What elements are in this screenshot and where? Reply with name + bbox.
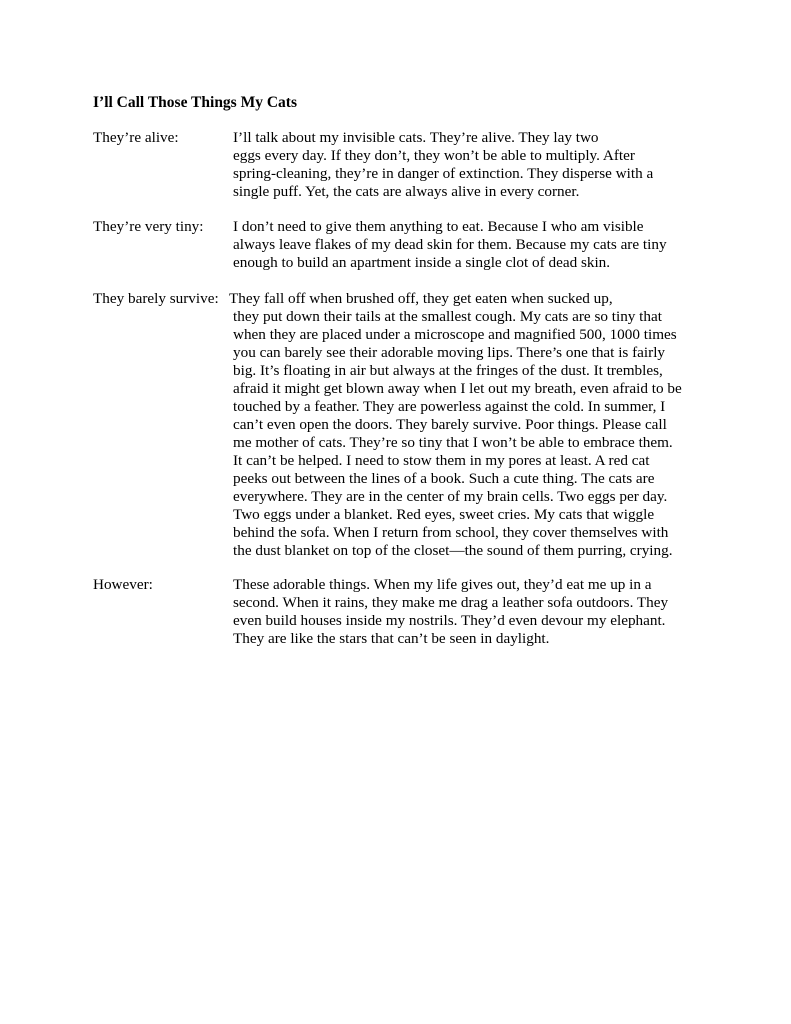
section-label: They’re very tiny: bbox=[93, 218, 204, 235]
paragraph-line: They fall off when brushed off, they get eaten when sucked up, bbox=[229, 290, 613, 307]
paragraph-line: can’t even open the doors. They barely survive. Poor things. Please call bbox=[233, 416, 667, 433]
paragraph-line: me mother of cats. They’re so tiny that I won’t be able to embrace them. bbox=[233, 434, 673, 451]
paragraph-line: Two eggs under a blanket. Red eyes, sweet cries. My cats that wiggle bbox=[233, 506, 655, 523]
section-label: However: bbox=[93, 576, 153, 593]
paragraph-line: These adorable things. When my life gives out, they’d eat me up in a bbox=[233, 576, 652, 593]
paragraph-line: when they are placed under a microscope and magnified 500, 1000 times bbox=[233, 326, 677, 343]
paragraph-line: they put down their tails at the smallest cough. My cats are so tiny that bbox=[233, 308, 662, 325]
paragraph-line: behind the sofa. When I return from school, they cover themselves with bbox=[233, 524, 669, 541]
paragraph-line: the dust blanket on top of the closet—the sound of them purring, crying. bbox=[233, 542, 673, 559]
page-title: I’ll Call Those Things My Cats bbox=[93, 94, 297, 111]
paragraph-line: They are like the stars that can’t be seen in daylight. bbox=[233, 630, 550, 647]
paragraph-line: I don’t need to give them anything to eat. Because I who am visible bbox=[233, 218, 644, 235]
section-label: They’re alive: bbox=[93, 129, 179, 146]
paragraph-line: I’ll talk about my invisible cats. They’re alive. They lay two bbox=[233, 129, 599, 146]
paragraph-line: always leave flakes of my dead skin for them. Because my cats are tiny bbox=[233, 236, 667, 253]
paragraph-line: big. It’s floating in air but always at the fringes of the dust. It trembles, bbox=[233, 362, 663, 379]
paragraph-line: afraid it might get blown away when I let out my breath, even afraid to be bbox=[233, 380, 682, 397]
paragraph-line: you can barely see their adorable moving lips. There’s one that is fairly bbox=[233, 344, 666, 361]
paragraph-line: eggs every day. If they don’t, they won’t be able to multiply. After bbox=[233, 147, 635, 164]
paragraph-line: touched by a feather. They are powerless against the cold. In summer, I bbox=[233, 398, 666, 415]
paragraph-line: second. When it rains, they make me drag a leather sofa outdoors. They bbox=[233, 594, 669, 611]
section-label: They barely survive: bbox=[93, 290, 219, 307]
paragraph-line: single puff. Yet, the cats are always alive in every corner. bbox=[233, 183, 580, 200]
paragraph-line: everywhere. They are in the center of my brain cells. Two eggs per day. bbox=[233, 488, 668, 505]
paragraph-line: enough to build an apartment inside a single clot of dead skin. bbox=[233, 254, 611, 271]
paragraph-line: It can’t be helped. I need to stow them in my pores at least. A red cat bbox=[233, 452, 650, 469]
paragraph-line: spring-cleaning, they’re in danger of extinction. They disperse with a bbox=[233, 165, 654, 182]
paragraph-line: even build houses inside my nostrils. They’d even devour my elephant. bbox=[233, 612, 666, 629]
paragraph-line: peeks out between the lines of a book. Such a cute thing. The cats are bbox=[233, 470, 655, 487]
